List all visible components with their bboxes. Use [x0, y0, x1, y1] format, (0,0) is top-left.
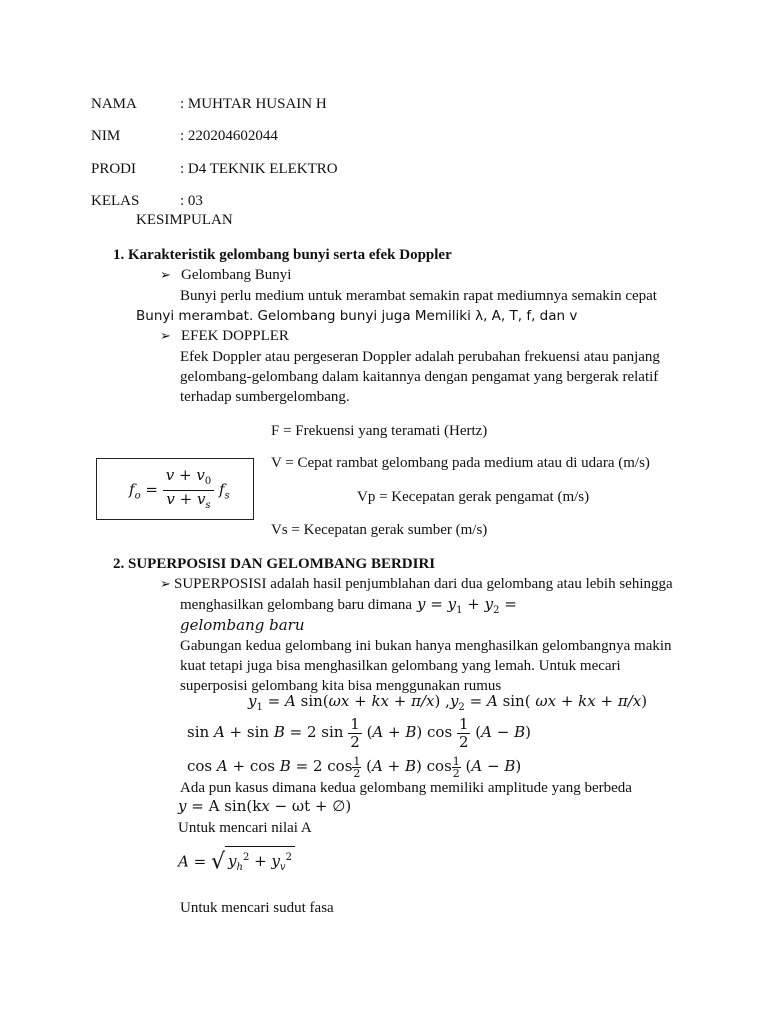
wave-equations: $y_1 = A$ sin(ωx + kx + π/x) $,y_2 = A$ sin( ωx + kx + π/x): [248, 692, 648, 713]
identity-value-nim: : 220204602044: [180, 128, 278, 144]
bullet-arrow-icon: ➢: [160, 328, 171, 343]
section1-title: 1. Karakteristik gelombang bunyi serta efek Doppler: [113, 247, 452, 263]
identity-label-kelas: KELAS: [91, 193, 140, 209]
gabungan-line-3: superposisi gelombang kita bisa menggunakan rumus: [180, 678, 502, 694]
def-v: V = Cepat rambat gelombang pada medium atau di udara (m/s): [271, 455, 650, 471]
bunyi-line-1: Bunyi perlu medium untuk merambat semakin rapat mediumnya semakin cepat: [180, 288, 657, 304]
identity-value-kelas: : 03: [180, 193, 203, 209]
bullet-arrow-icon: ➢: [160, 576, 171, 591]
amplitude-formula: A = √ $y_h^2 + y_v^2$: [178, 846, 295, 879]
def-vp: Vp = Kecepatan gerak pengamat (m/s): [357, 489, 590, 505]
identity-value-nama: : MUHTAR HUSAIN H: [180, 96, 327, 112]
def-f: F = Frekuensi yang teramati (Hertz): [271, 423, 488, 439]
gabungan-line-1: Gabungan kedua gelombang ini bukan hanya menghasilkan gelombangnya makin: [180, 638, 672, 654]
doppler-line-1: Efek Doppler atau pergeseran Doppler adalah perubahan frekuensi atau panjang: [180, 349, 660, 365]
sin-sum-identity: sin A + sin B = 2 sin $\frac{1}{2}$ (A + B) cos $\frac{1}{2}$ (A − B): [187, 714, 531, 751]
doppler-formula-box: [96, 458, 254, 520]
bullet-gelombang-bunyi: Gelombang Bunyi: [181, 267, 292, 283]
superposisi-equation: $y = y_1 + y_2$ =: [417, 595, 517, 616]
amplitude-text: Ada pun kasus dimana kedua gelombang memiliki amplitude yang berbeda: [180, 780, 632, 796]
find-a-text: Untuk mencari nilai A: [178, 820, 312, 836]
identity-label-prodi: PRODI: [91, 161, 137, 177]
find-phase-text: Untuk mencari sudut fasa: [180, 900, 334, 916]
def-vs: Vs = Kecepatan gerak sumber (m/s): [271, 522, 488, 538]
superposisi-line-2: menghasilkan gelombang baru dimana: [180, 597, 413, 613]
bunyi-line-2: Bunyi merambat. Gelombang bunyi juga Memiliki λ, A, T, f, dan v: [136, 308, 578, 324]
superposisi-line-1: SUPERPOSISI adalah hasil penjumblahan dari dua gelombang atau lebih sehingga: [174, 576, 673, 592]
superposisi-equation-tail: gelombang baru: [180, 616, 305, 634]
amplitude-wave-equation: y = A sin(kx − ωt + ∅): [178, 797, 352, 815]
identity-label-nim: NIM: [91, 128, 121, 144]
section2-title: 2. SUPERPOSISI DAN GELOMBANG BERDIRI: [113, 556, 436, 572]
identity-value-prodi: : D4 TEKNIK ELEKTRO: [180, 161, 338, 177]
identity-label-nama: NAMA: [91, 96, 137, 112]
doppler-line-3: terhadap sumbergelombang.: [180, 389, 350, 405]
gabungan-line-2: kuat tetapi juga bisa menghasilkan gelombang yang lemah. Untuk mecari: [180, 658, 621, 674]
cos-sum-identity: cos A + cos B = 2 cos $\frac{1}{2}$ (A + B) cos $\frac{1}{2}$ (A − B): [187, 754, 522, 780]
doppler-formula: $f_o$ = $\frac{v + v_0}{v + v_s}$ $f_s$: [129, 466, 230, 511]
heading-kesimpulan: KESIMPULAN: [136, 212, 233, 228]
bullet-efek-doppler: EFEK DOPPLER: [181, 328, 289, 344]
bullet-arrow-icon: ➢: [160, 267, 171, 282]
doppler-line-2: gelombang-gelombang dalam kaitannya dengan pengamat yang bergerak relatif: [180, 369, 659, 385]
